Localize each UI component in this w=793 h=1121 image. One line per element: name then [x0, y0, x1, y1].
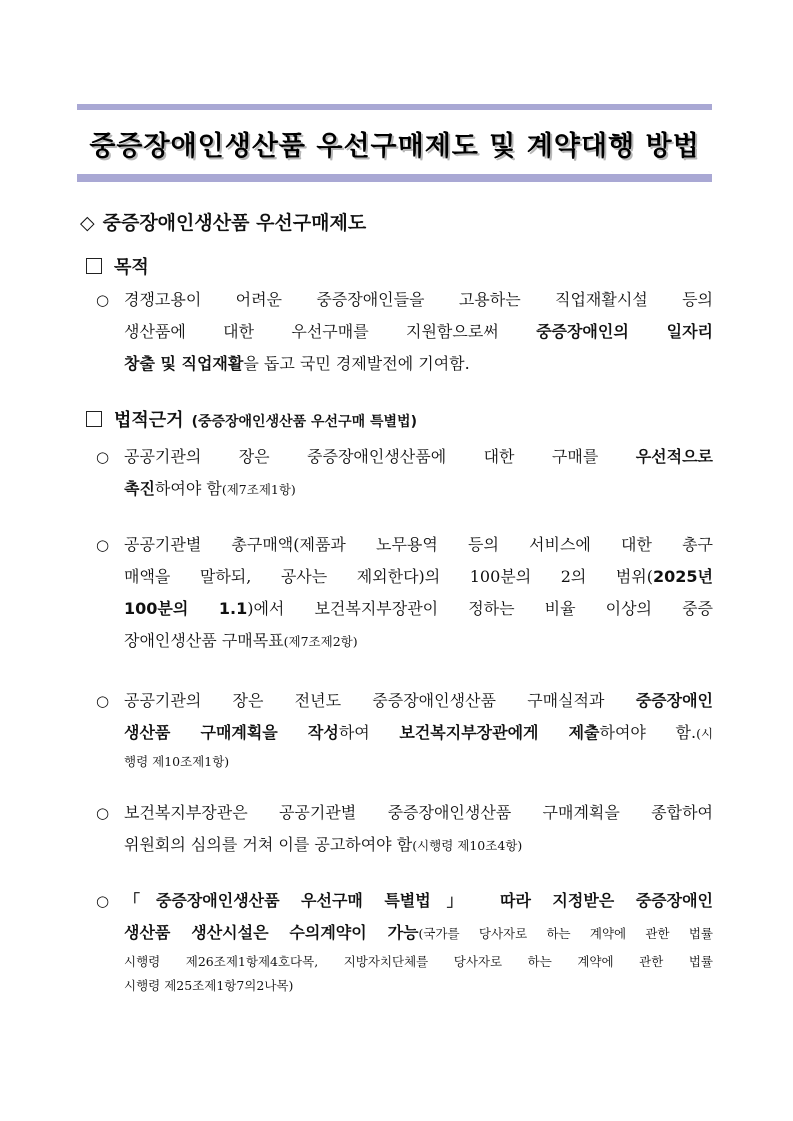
title-band [77, 104, 712, 182]
law-item-2 [96, 529, 713, 658]
law-item-1-line-2: 촉진하여야 함(제7조제1항) [124, 479, 296, 498]
purpose-heading [86, 253, 149, 279]
circle-bullet-icon: ○ [96, 448, 110, 466]
purpose-line-2: 생산품에 대한 우선구매를 지원함으로써 중증장애인의 일자리 [124, 322, 713, 341]
checkbox-square-icon [86, 258, 102, 274]
law-item-1-line-1: 공공기관의 장은 중증장애인생산품에 대한 구매를 우선적으로 [124, 447, 713, 466]
law-item-3-line-1: 공공기관의 장은 전년도 중증장애인생산품 구매실적과 중증장애인 [124, 691, 713, 710]
law-item-3 [96, 685, 713, 774]
law-item-1 [96, 441, 713, 506]
law-item-2-line-1: 공공기관별 총구매액(제품과 노무용역 등의 서비스에 대한 총구 [124, 535, 713, 554]
purpose-line-3: 창출 및 직업재활을 돕고 국민 경제발전에 기여함. [124, 354, 470, 373]
section-heading-text: 중증장애인생산품 우선구매제도 [102, 212, 367, 234]
purpose-line-1: 경쟁고용이 어려운 중증장애인들을 고용하는 직업재활시설 등의 [124, 290, 713, 309]
law-item-2-line-3: 100분의 1.1)에서 보건복지부장관이 정하는 비율 이상의 중증 [124, 599, 714, 618]
diamond-icon: ◇ [80, 212, 95, 234]
law-item-5-line-1: 「중증장애인생산품 우선구매 특별법」 따라 지정받은 중증장애인 [124, 891, 713, 910]
circle-bullet-icon: ○ [96, 291, 110, 309]
law-item-3-line-2: 생산품 구매계획을 작성하여 보건복지부장관에게 제출하여야 함.(시 [124, 723, 714, 742]
law-item-2-line-4: 장애인생산품 구매목표(제7조제2항) [124, 631, 358, 650]
circle-bullet-icon: ○ [96, 804, 110, 822]
law-item-4-line-2: 위원회의 심의를 거쳐 이를 공고하여야 함(시행령 제10조4항) [124, 835, 523, 854]
law-item-4-line-1: 보건복지부장관은 공공기관별 중증장애인생산품 구매계획을 종합하여 [124, 803, 713, 822]
circle-bullet-icon: ○ [96, 892, 110, 910]
law-item-4 [96, 797, 713, 862]
law-item-5-line-2: 생산품 생산시설은 수의계약이 가능(국가를 당사자로 하는 계약에 관한 법률 [124, 923, 713, 942]
title-bottom-rule [77, 174, 712, 182]
circle-bullet-icon: ○ [96, 536, 110, 554]
purpose-item [96, 284, 713, 380]
checkbox-square-icon [86, 411, 102, 427]
law-item-3-line-3: 행령 제10조제1항) [124, 754, 230, 769]
law-heading [86, 406, 417, 432]
law-item-2-line-2: 매액을 말하되, 공사는 제외한다)의 100분의 2의 범위(2025년 [124, 567, 713, 586]
law-heading-paren: (중증장애인생산품 우선구매 특별법) [191, 414, 417, 430]
purpose-heading-text: 목적 [114, 257, 149, 278]
circle-bullet-icon: ○ [96, 692, 110, 710]
law-heading-text: 법적근거 [114, 410, 184, 431]
law-item-5 [96, 885, 713, 998]
page-title: 중증장애인생산품 우선구매제도 및 계약대행 방법 [89, 131, 700, 162]
law-item-5-line-3: 시행령 제26조제1항제4호다목, 지방자치단체를 당사자로 하는 계약에 관한 법률 [124, 954, 713, 969]
law-item-5-line-4: 시행령 제25조제1항7의2나목) [124, 978, 294, 993]
title-top-rule [77, 104, 712, 110]
section-heading [80, 208, 366, 235]
